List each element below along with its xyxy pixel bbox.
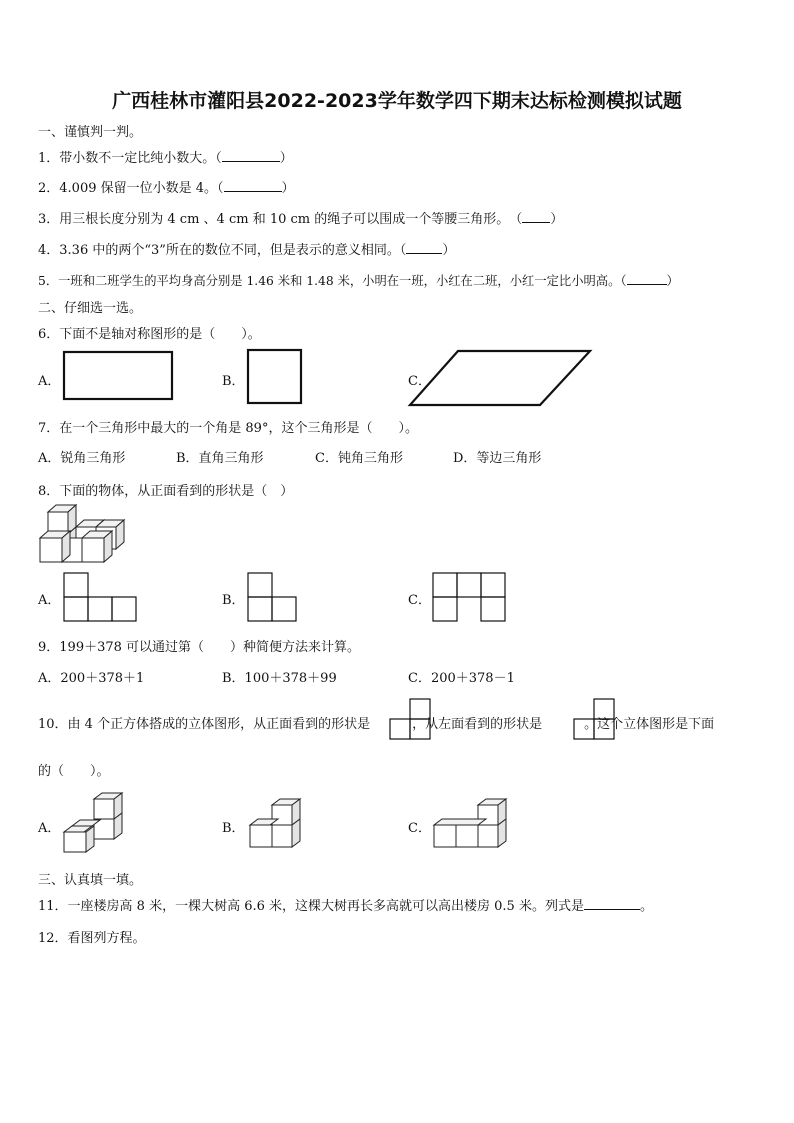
option-b[interactable]: B．直角三角形 — [176, 451, 264, 466]
question-11-text: 11．一座楼房高 8 米，一棵大树高 6.6 米，这棵大树再长多高就可以高出楼房 0.5 米。列式是 — [38, 899, 584, 914]
option-b[interactable]: B．100＋378＋99 — [222, 671, 337, 686]
question-5-close: ） — [666, 274, 679, 288]
option-a-label[interactable]: A． — [38, 821, 61, 836]
option-b-label[interactable]: B． — [222, 821, 245, 836]
question-2-close: ） — [281, 181, 295, 196]
option-b-cubes-drawing — [250, 799, 300, 847]
section-heading-2: 二、仔细选一选。 — [38, 301, 143, 316]
option-a[interactable]: A．200＋378＋1 — [38, 671, 145, 686]
question-10-text-3: 。这个立体图形是下面 — [584, 717, 715, 732]
option-b-label[interactable]: B． — [222, 593, 245, 608]
question-4-close: ） — [442, 243, 456, 258]
option-a-label[interactable]: A． — [38, 374, 61, 389]
question-5-text: 5．一班和二班学生的平均身高分别是 1.46 米和 1.48 米，小明在一班，小红在二班，小红一定比小明高。（ — [38, 274, 627, 288]
question-1-text: 1．带小数不一定比纯小数大。（ — [38, 151, 222, 166]
question-6: 6．下面不是轴对称图形的是（ ）。 — [38, 327, 261, 342]
option-c[interactable]: C．钝角三角形 — [315, 451, 403, 466]
question-11-end: 。 — [639, 899, 653, 914]
option-c-label[interactable]: C． — [408, 374, 431, 389]
question-1-close: ） — [279, 151, 293, 166]
option-d[interactable]: D．等边三角形 — [453, 451, 542, 466]
question-10-text-1: 10．由 4 个正方体搭成的立体图形，从正面看到的形状是 — [38, 717, 371, 732]
answer-blank[interactable] — [584, 897, 640, 910]
question-3-close: ） — [550, 212, 564, 227]
question-12: 12．看图列方程。 — [38, 931, 146, 946]
question-9: 9．199＋378 可以通过第（ ）种简便方法来计算。 — [38, 640, 361, 655]
question-7: 7．在一个三角形中最大的一个角是 89°，这个三角形是（ ）。 — [38, 421, 418, 436]
option-c-cubes-drawing — [434, 799, 506, 847]
question-8: 8．下面的物体，从正面看到的形状是（ ） — [38, 484, 294, 499]
option-a-cubes-drawing — [64, 793, 122, 852]
page-title: 广西桂林市灌阳县2022-2023学年数学四下期末达标检测模拟试题 — [112, 90, 682, 112]
question-11 — [38, 895, 653, 914]
section-heading-1: 一、谨慎判一判。 — [38, 125, 143, 140]
option-a[interactable]: A．锐角三角形 — [38, 451, 126, 466]
question-3-text: 3．用三根长度分别为 4 cm 、4 cm 和 10 cm 的绳子可以围成一个等腰三角形。 （ — [38, 212, 523, 227]
question-10-line-2: 的（ ）。 — [38, 764, 110, 779]
option-c-label[interactable]: C． — [408, 821, 431, 836]
option-c[interactable]: C．200＋378－1 — [408, 671, 515, 686]
question-10-text-2: ，从左面看到的形状是 — [412, 717, 543, 732]
option-b-label[interactable]: B． — [222, 374, 245, 389]
section-heading-3: 三、认真填一填。 — [38, 873, 143, 888]
option-a-label[interactable]: A． — [38, 593, 61, 608]
question-4-text: 4．3.36 中的两个“3”所在的数位不同，但是表示的意义相同。（ — [38, 243, 407, 258]
question-2-text: 2．4.009 保留一位小数是 4。（ — [38, 181, 224, 196]
option-c-label[interactable]: C． — [408, 593, 431, 608]
